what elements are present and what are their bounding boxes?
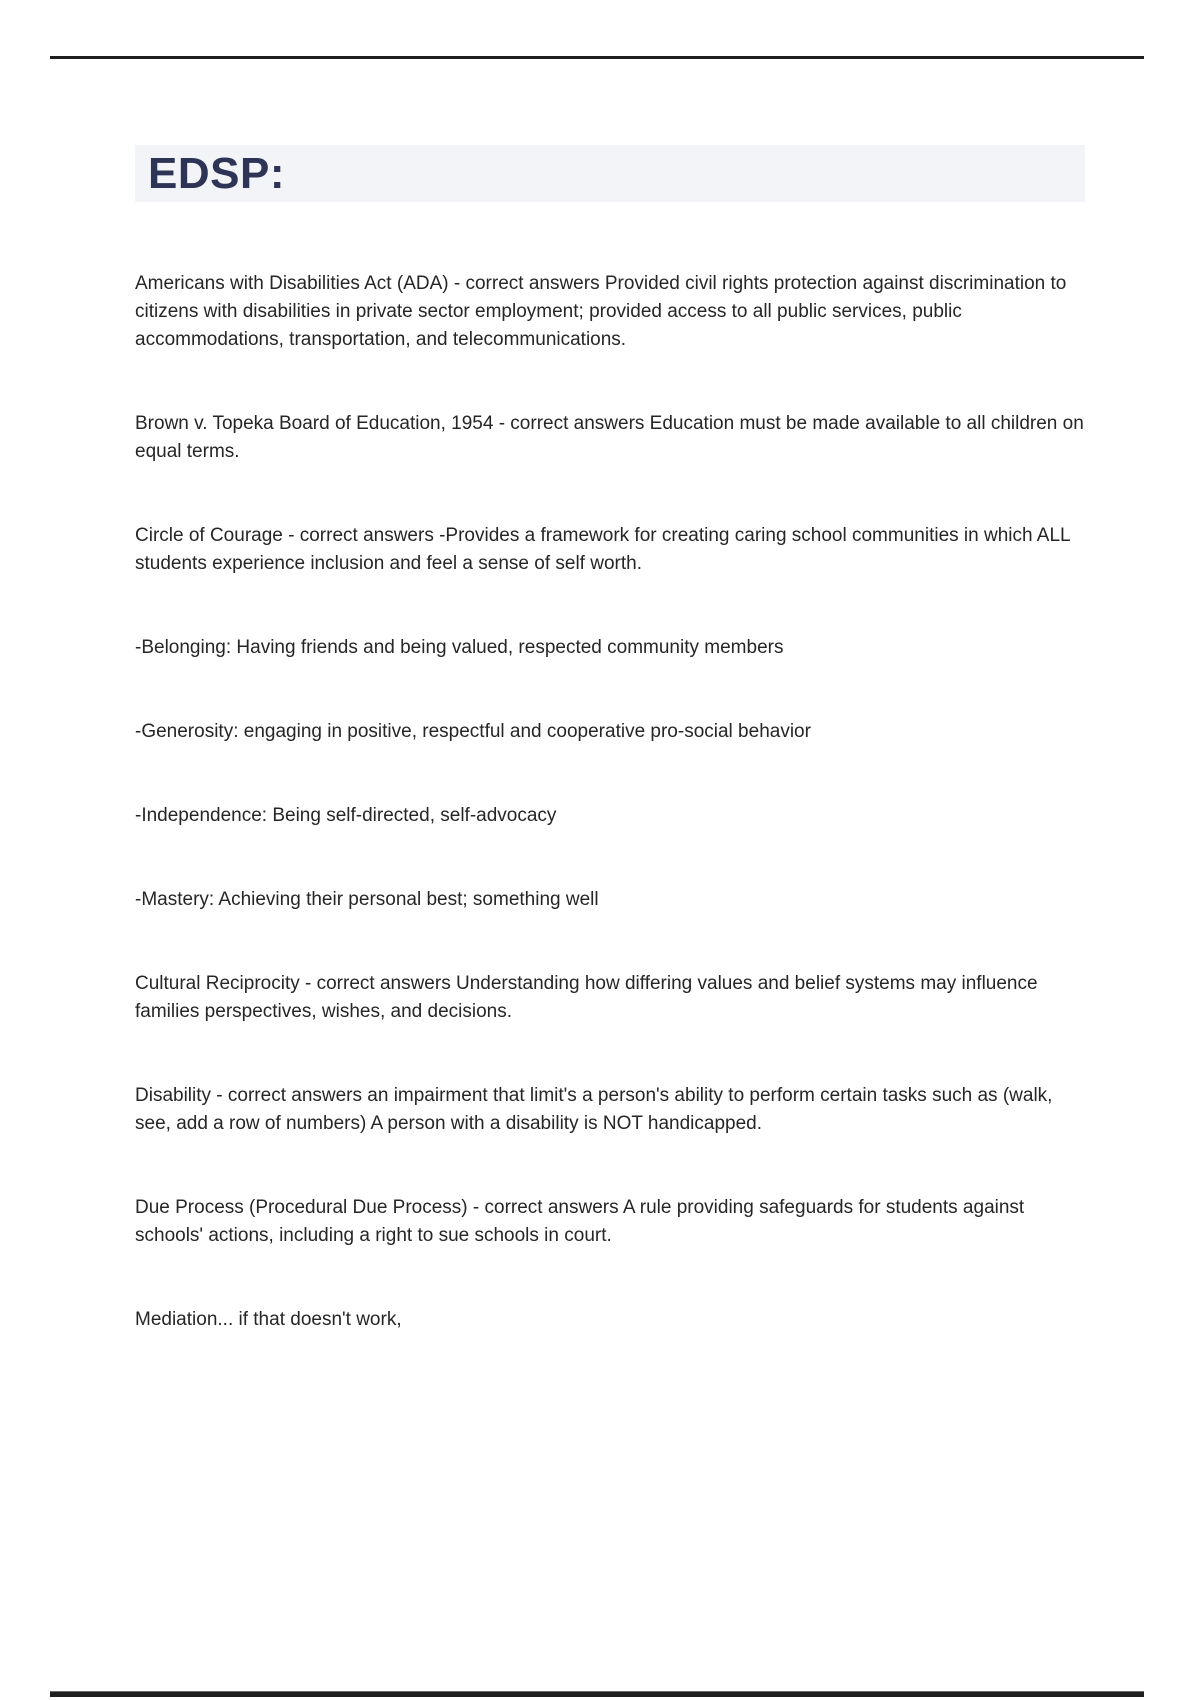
paragraph-mastery: -Mastery: Achieving their personal best; something well xyxy=(135,889,599,910)
paragraph-cultural-reciprocity: Cultural Reciprocity - correct answers Understanding how differing values and belief systems may influence families perspectives, wishes, and decisions. xyxy=(135,973,1038,1022)
document-content xyxy=(135,145,1085,1390)
paragraph-generosity: -Generosity: engaging in positive, respectful and cooperative pro-social behavior xyxy=(135,721,811,742)
paragraph-ada: Americans with Disabilities Act (ADA) - correct answers Provided civil rights protection against discrimination to citizens with disabilities in private sector employment; provided access to all public services, public accommodations, transportation, and telecommunications. xyxy=(135,273,1067,350)
paragraph-belonging: -Belonging: Having friends and being valued, respected community members xyxy=(135,637,784,658)
paragraph-brown-v-topeka: Brown v. Topeka Board of Education, 1954 - correct answers Education must be made available to all children on equal terms. xyxy=(135,413,1084,462)
paragraph-circle-of-courage: Circle of Courage - correct answers -Provides a framework for creating caring school communities in which ALL students experience inclusion and feel a sense of self worth. xyxy=(135,525,1070,574)
bottom-divider-rule xyxy=(50,1691,1144,1697)
paragraph-due-process: Due Process (Procedural Due Process) - correct answers A rule providing safeguards for students against schools' actions, including a right to sue schools in court. xyxy=(135,1197,1025,1246)
paragraph-mediation: Mediation... if that doesn't work, xyxy=(135,1309,402,1330)
paragraph-disability: Disability - correct answers an impairment that limit's a person's ability to perform certain tasks such as (walk, see, add a row of numbers) A person with a disability is NOT handicapped. xyxy=(135,1085,1053,1134)
paragraph-independence: -Independence: Being self-directed, self-advocacy xyxy=(135,805,557,826)
page-title: EDSP: xyxy=(135,145,1085,202)
top-divider-rule xyxy=(50,56,1144,59)
